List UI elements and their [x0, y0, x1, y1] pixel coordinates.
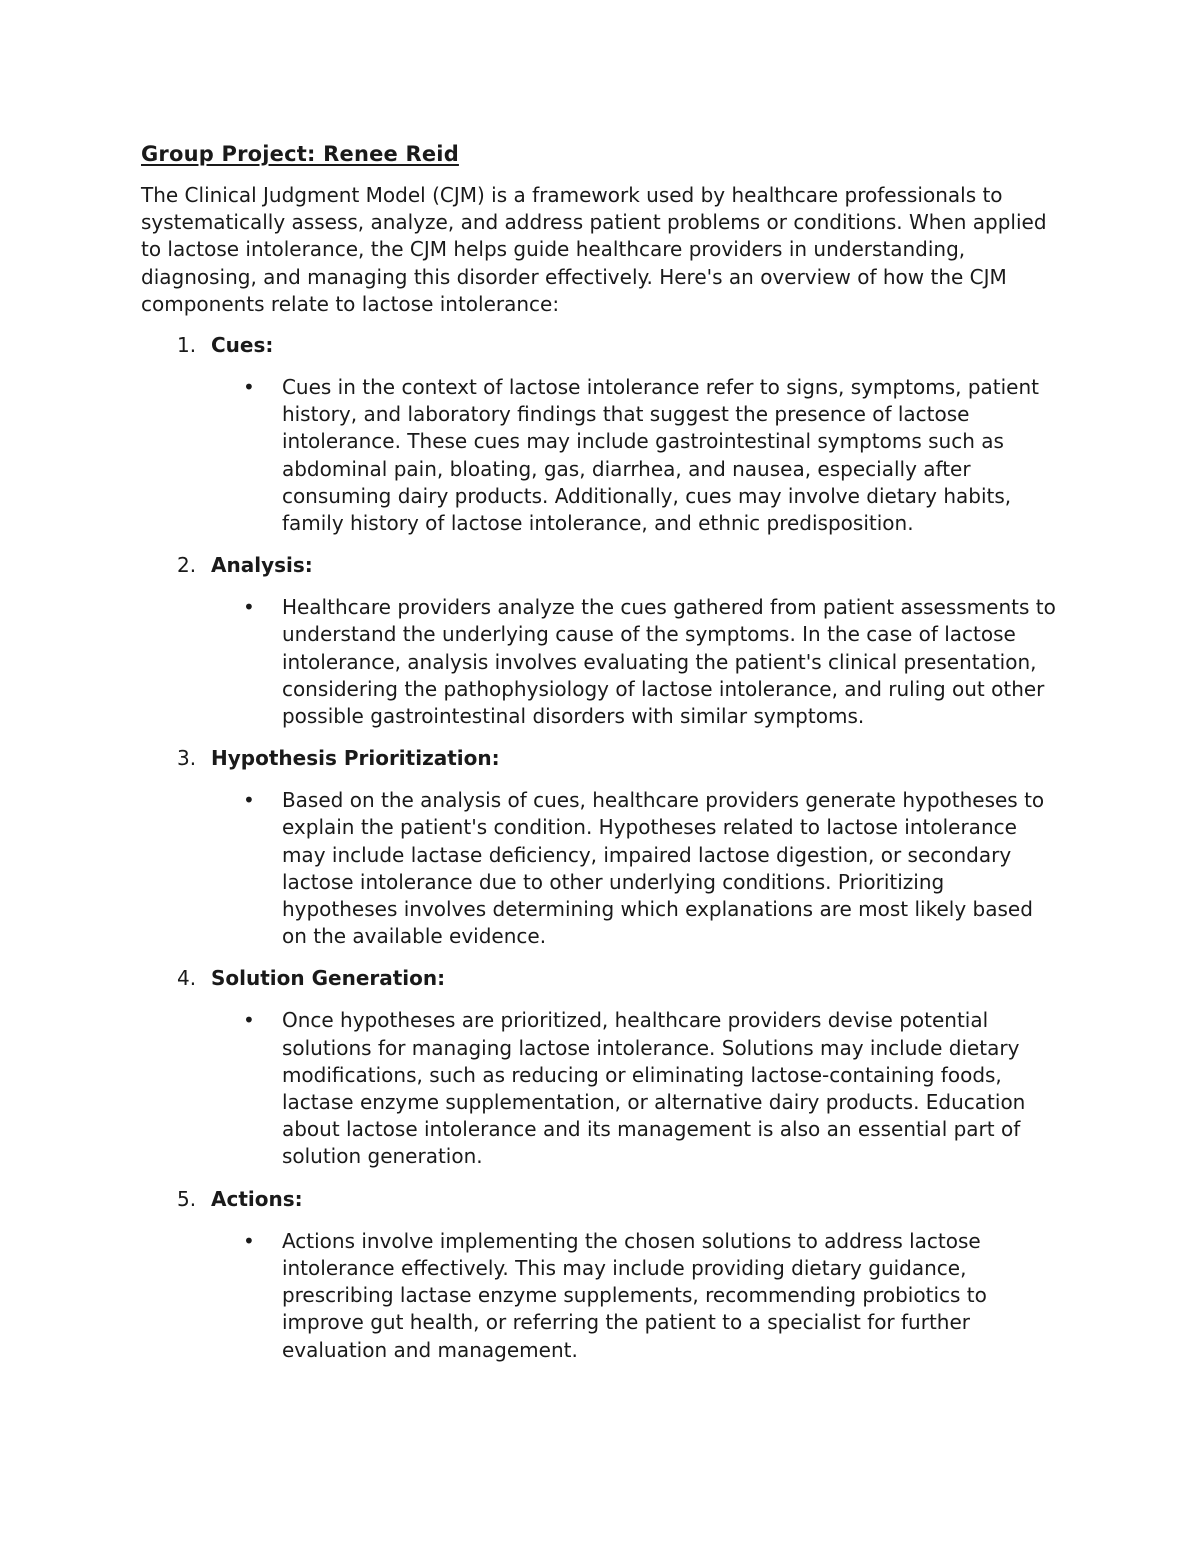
section-number: 4.	[177, 966, 197, 991]
bullet-text: Once hypotheses are prioritized, healthcare providers devise potential solutions for managing lactose intolerance. Solutions may include dietary modifications, such as reducing or eliminating lactose-containing foods, lactase enzyme supplementation, or alternative dairy products. Education about lactose intolerance and its management is also an essential part of solution generation.	[281, 1008, 1026, 1169]
bullet-icon: •	[243, 788, 255, 813]
section-number: 2.	[177, 553, 197, 578]
intro-paragraph: The Clinical Judgment Model (CJM) is a framework used by healthcare professionals to systematically assess, analyze, and address patient problems or conditions. When applied to lactose intolerance, the CJM helps guide healthcare providers in understanding, diagnosing, and managing this disorder effectively. Here's an overview of how the CJM components relate to lactose intolerance:	[141, 183, 1047, 316]
bullet-item	[141, 1007, 1061, 1170]
section-hypothesis-prioritization	[141, 745, 1061, 950]
section-title: Analysis:	[211, 553, 313, 578]
section-title: Actions:	[211, 1186, 303, 1211]
bullet-icon: •	[243, 1008, 255, 1033]
section-title: Hypothesis Prioritization:	[211, 746, 500, 771]
section-number: 5.	[177, 1186, 197, 1211]
bullet-item	[141, 374, 1061, 537]
bullet-item	[141, 1228, 1061, 1364]
section-number: 3.	[177, 746, 197, 771]
bullet-icon: •	[243, 595, 255, 620]
bullet-item	[141, 594, 1061, 730]
section-title: Solution Generation:	[211, 966, 446, 991]
section-heading	[141, 552, 1061, 579]
bullet-text: Cues in the context of lactose intolerance refer to signs, symptoms, patient history, and laboratory findings that suggest the presence of lactose intolerance. These cues may include gastrointestinal symptoms such as abdominal pain, bloating, gas, diarrhea, and nausea, especially after consuming dairy products. Additionally, cues may involve dietary habits, family history of lactose intolerance, and ethnic predisposition.	[281, 375, 1040, 536]
section-actions	[141, 1186, 1061, 1364]
section-solution-generation	[141, 965, 1061, 1170]
bullet-item	[141, 787, 1061, 950]
section-number: 1.	[177, 333, 197, 358]
section-heading	[141, 332, 1061, 359]
section-heading	[141, 1186, 1061, 1213]
section-title: Cues:	[211, 333, 274, 358]
section-heading	[141, 965, 1061, 992]
bullet-text: Actions involve implementing the chosen solutions to address lactose intolerance effectively. This may include providing dietary guidance, prescribing lactase enzyme supplements, recommending probiotics to improve gut health, or referring the patient to a specialist for further evaluation and management.	[281, 1228, 987, 1362]
bullet-text: Healthcare providers analyze the cues gathered from patient assessments to understand the underlying cause of the symptoms. In the case of lactose intolerance, analysis involves evaluating the patient's clinical presentation, considering the pathophysiology of lactose intolerance, and ruling out other possible gastrointestinal disorders with similar symptoms.	[281, 595, 1056, 729]
document-title: Group Project: Renee Reid	[141, 142, 459, 166]
bullet-text: Based on the analysis of cues, healthcare providers generate hypotheses to explain the patient's condition. Hypotheses related to lactose intolerance may include lactase deficiency, impaired lactose digestion, or secondary lactose intolerance due to other underlying conditions. Prioritizing hypotheses involves determining which explanations are most likely based on the available evidence.	[281, 788, 1045, 949]
section-heading	[141, 745, 1061, 772]
document-page	[141, 141, 1061, 1379]
bullet-icon: •	[243, 375, 255, 400]
bullet-icon: •	[243, 1228, 255, 1253]
section-cues	[141, 332, 1061, 537]
section-analysis	[141, 552, 1061, 730]
